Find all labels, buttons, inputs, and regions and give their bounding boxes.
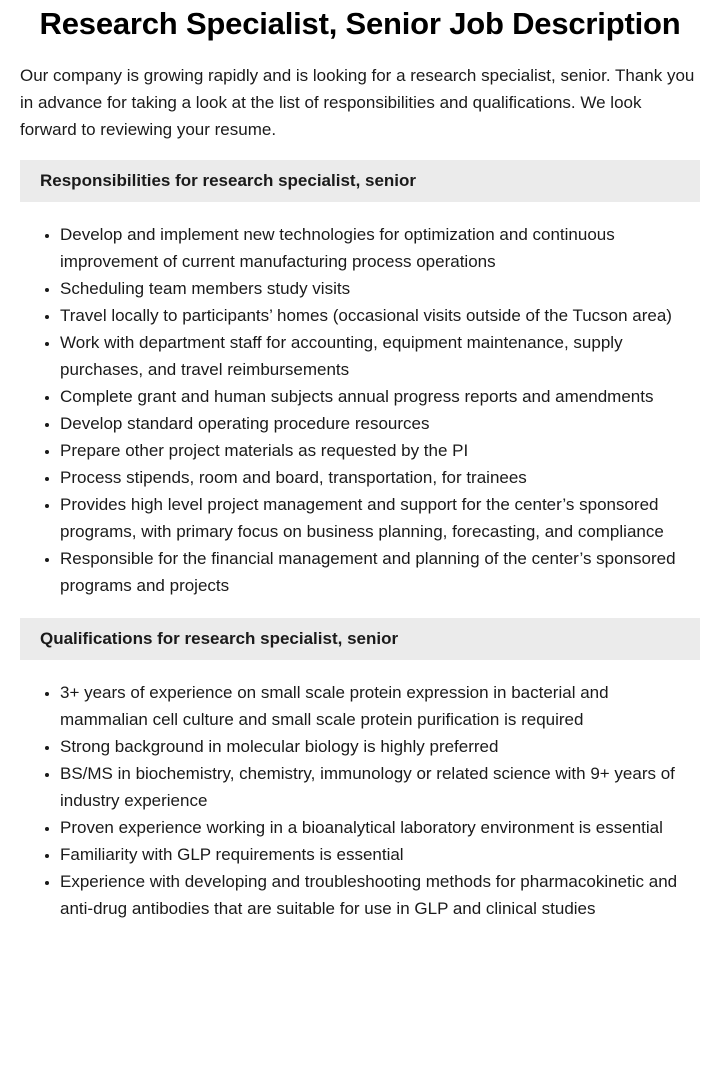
list-item: • Responsible for the financial management and planning of the center’s sponsored programs and projects — [60, 545, 700, 599]
list-item: • Experience with developing and troubleshooting methods for pharmacokinetic and anti-drug antibodies that are suitable for use in GLP and clinical studies — [60, 868, 700, 922]
list-item: • Familiarity with GLP requirements is essential — [60, 841, 700, 868]
responsibilities-heading: Responsibilities for research specialist, senior — [20, 160, 700, 202]
list-item: • Work with department staff for accounting, equipment maintenance, supply purchases, and travel reimbursements — [60, 329, 700, 383]
qualifications-heading: Qualifications for research specialist, senior — [20, 618, 700, 660]
list-item: • Complete grant and human subjects annual progress reports and amendments — [60, 383, 700, 410]
list-item: • Proven experience working in a bioanalytical laboratory environment is essential — [60, 814, 700, 841]
list-item: • Process stipends, room and board, transportation, for trainees — [60, 464, 700, 491]
list-item: • Travel locally to participants’ homes (occasional visits outside of the Tucson area) — [60, 302, 700, 329]
responsibilities-list — [20, 221, 700, 599]
list-item: • Scheduling team members study visits — [60, 275, 700, 302]
list-item: • Strong background in molecular biology is highly preferred — [60, 733, 700, 760]
intro-paragraph: Our company is growing rapidly and is looking for a research specialist, senior. Thank you in advance for taking a look at the list of responsibilities and qualifications. We look forward to reviewing your resume. — [20, 66, 695, 139]
list-item: • 3+ years of experience on small scale protein expression in bacterial and mammalian cell culture and small scale protein purification is required — [60, 679, 700, 733]
list-item: • Prepare other project materials as requested by the PI — [60, 437, 700, 464]
list-item: • BS/MS in biochemistry, chemistry, immunology or related science with 9+ years of industry experience — [60, 760, 700, 814]
page-title: Research Specialist, Senior Job Description — [39, 6, 681, 41]
list-item: • Develop and implement new technologies for optimization and continuous improvement of current manufacturing process operations — [60, 221, 700, 275]
qualifications-list — [20, 679, 700, 922]
list-item: • Develop standard operating procedure resources — [60, 410, 700, 437]
list-item: • Provides high level project management and support for the center’s sponsored programs, with primary focus on business planning, forecasting, and compliance — [60, 491, 700, 545]
